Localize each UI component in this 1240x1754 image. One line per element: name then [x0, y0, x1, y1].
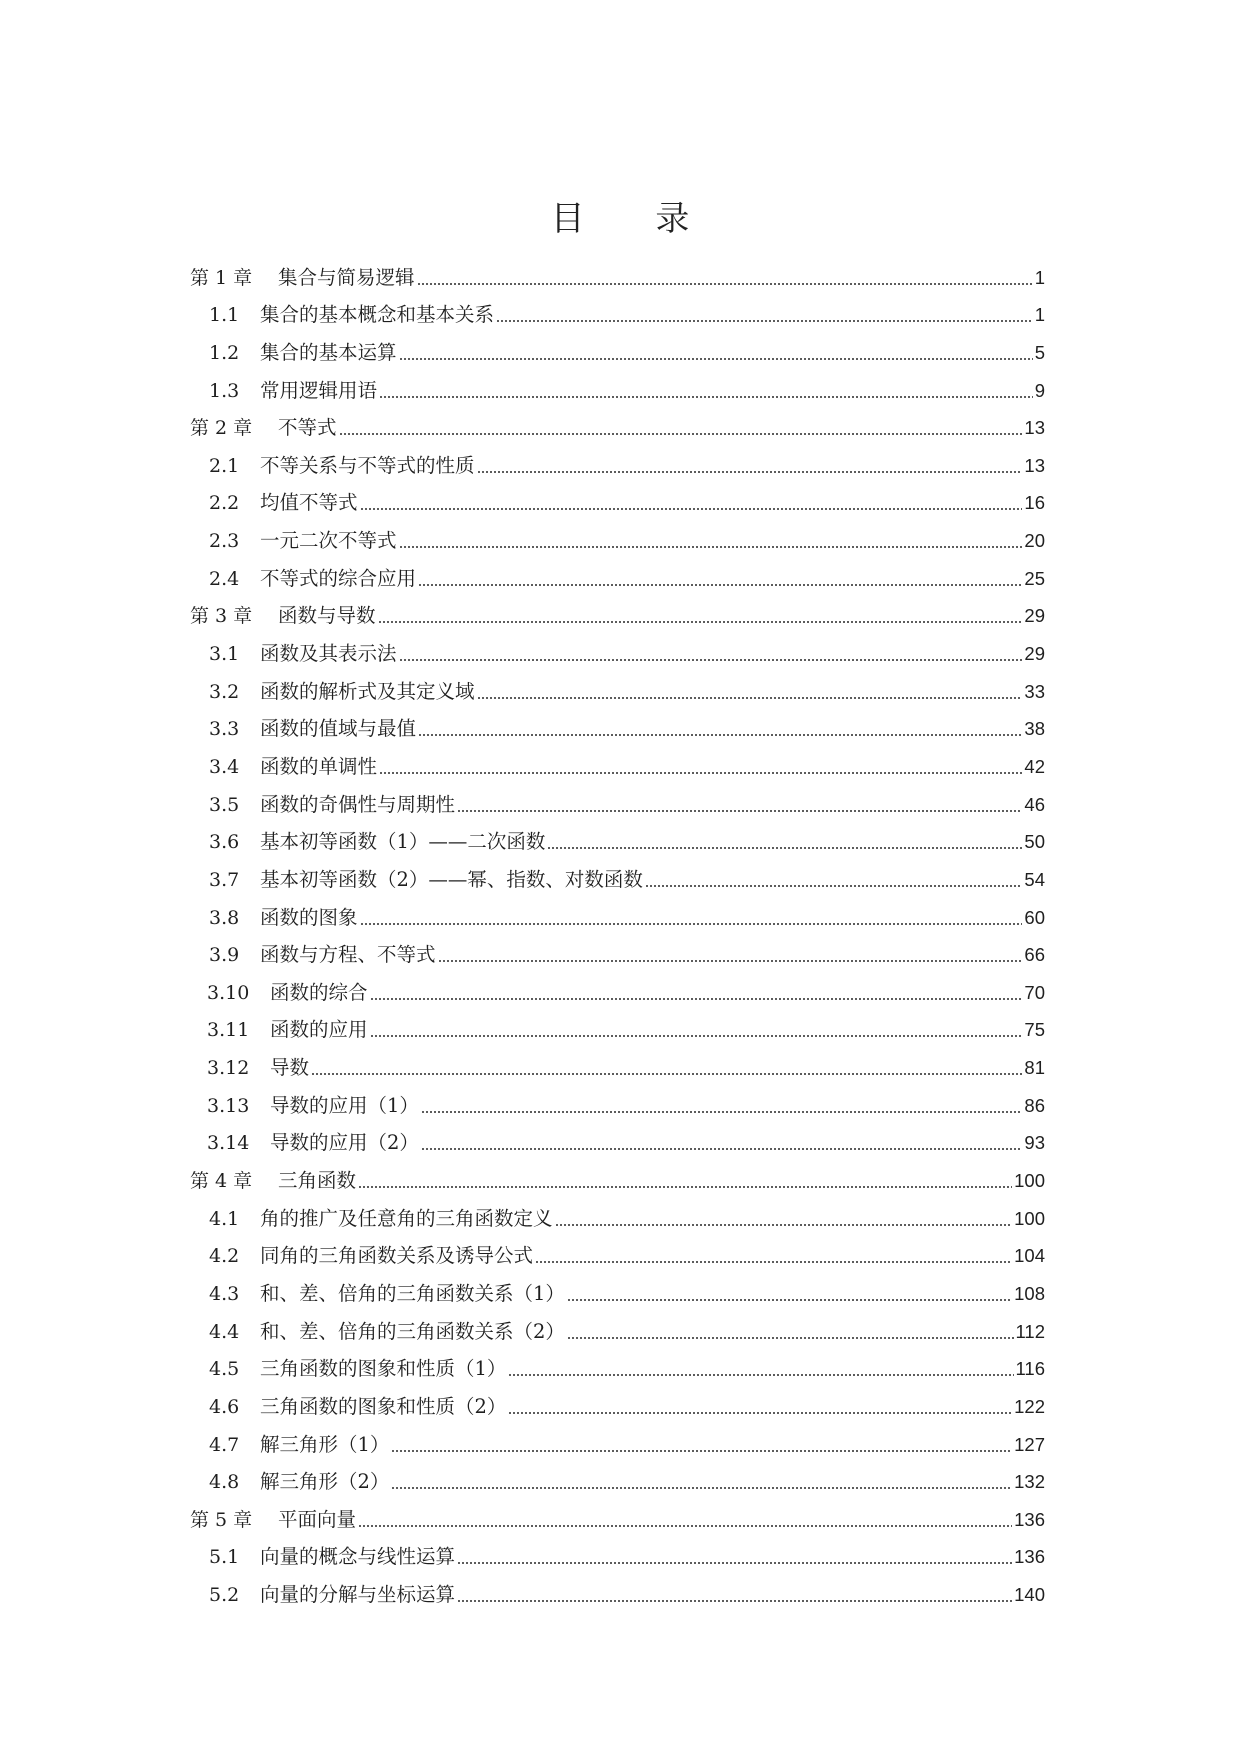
toc-page-number: 54: [1024, 868, 1045, 890]
toc-page-number: 13: [1024, 417, 1045, 439]
dot-leader: [360, 923, 1023, 925]
toc-section-row[interactable]: [0, 633, 1240, 671]
toc-page-number: 100: [1014, 1207, 1045, 1229]
toc-page-number: 25: [1024, 567, 1045, 589]
toc-entry-number: 3.7: [209, 868, 240, 891]
toc-entry-title: 常用逻辑用语: [260, 378, 378, 402]
toc-section-row[interactable]: [0, 1424, 1240, 1462]
toc-page-number: 136: [1014, 1546, 1045, 1568]
toc-section-row[interactable]: [0, 859, 1240, 897]
toc-entry-number: 3.14: [207, 1132, 250, 1155]
toc-entry-title: 一元二次不等式: [260, 529, 397, 553]
dot-leader: [477, 471, 1023, 473]
toc-entry-number: 1.2: [209, 341, 240, 364]
toc-entry-title: 和、差、倍角的三角函数关系（2）: [260, 1319, 565, 1343]
dot-leader: [378, 621, 1023, 623]
toc-entry-title: 函数的值域与最值: [260, 717, 417, 741]
toc-entry-number: 3.9: [209, 944, 240, 967]
dot-leader: [379, 772, 1022, 774]
dot-leader: [547, 847, 1022, 849]
toc-entry-title: 函数的图象: [260, 905, 358, 929]
toc-entry-number: 4.5: [209, 1358, 240, 1381]
toc-page-number: 38: [1024, 718, 1045, 740]
toc-page-number: 75: [1024, 1019, 1045, 1041]
dot-leader: [399, 659, 1023, 661]
toc-section-row[interactable]: [0, 1537, 1240, 1575]
toc-entry-title: 导数: [270, 1056, 310, 1080]
toc-entry-title: 不等式: [278, 416, 337, 440]
toc-section-row[interactable]: [0, 1198, 1240, 1236]
toc-chapter-row[interactable]: [0, 596, 1240, 634]
toc-entry-number: 3.1: [209, 643, 240, 666]
dot-leader: [421, 1148, 1023, 1150]
dot-leader: [645, 885, 1023, 887]
dot-leader: [421, 1111, 1023, 1113]
toc-entry-number: 第 5 章: [190, 1508, 253, 1531]
toc-entry-title: 函数的单调性: [260, 754, 378, 778]
toc-entry-title: 不等式的综合应用: [260, 566, 417, 590]
toc-entry-title: 基本初等函数（1）——二次函数: [260, 830, 546, 854]
toc-page-number: 42: [1024, 755, 1045, 777]
toc-page-number: 116: [1015, 1358, 1045, 1380]
toc-entry-number: 4.8: [209, 1471, 240, 1494]
toc-entry-title: 和、差、倍角的三角函数关系（1）: [260, 1281, 565, 1305]
dot-leader: [358, 1186, 1012, 1188]
toc-page-number: 136: [1014, 1508, 1045, 1530]
toc-page-number: 5: [1034, 341, 1045, 363]
dot-leader: [339, 433, 1023, 435]
toc-section-row[interactable]: [0, 483, 1240, 521]
toc-entry-title: 三角函数的图象和性质（1）: [260, 1357, 507, 1381]
toc-page-number: 29: [1024, 605, 1045, 627]
toc-entry-title: 不等关系与不等式的性质: [260, 453, 475, 477]
toc-chapter-row[interactable]: [0, 1160, 1240, 1198]
toc-page-number: 81: [1024, 1057, 1045, 1079]
toc-entry-title: 函数的解析式及其定义域: [260, 679, 475, 703]
toc-page-number: 100: [1014, 1170, 1045, 1192]
toc-entry-title: 向量的概念与线性运算: [260, 1545, 456, 1569]
toc-page-number: 104: [1014, 1245, 1045, 1267]
toc-entry-number: 3.13: [207, 1094, 250, 1117]
toc-section-row[interactable]: [0, 784, 1240, 822]
toc-chapter-row[interactable]: [0, 257, 1240, 295]
toc-section-row[interactable]: [0, 935, 1240, 973]
toc-entry-title: 函数及其表示法: [260, 642, 397, 666]
toc-entry-number: 3.6: [209, 831, 240, 854]
toc-entry-number: 3.12: [207, 1057, 250, 1080]
toc-entry-title: 均值不等式: [260, 491, 358, 515]
toc-section-row[interactable]: [0, 370, 1240, 408]
toc-entry-title: 函数的综合: [270, 980, 368, 1004]
dot-leader: [457, 810, 1022, 812]
dot-leader: [418, 734, 1022, 736]
toc-entry-number: 4.4: [209, 1320, 240, 1343]
dot-leader: [508, 1374, 1013, 1376]
toc-entry-title: 平面向量: [278, 1507, 357, 1531]
toc-entry-title: 同角的三角函数关系及诱导公式: [260, 1244, 534, 1268]
toc-entry-number: 1.3: [209, 379, 240, 402]
toc-page-number: 50: [1024, 831, 1045, 853]
toc-page-number: 60: [1024, 906, 1045, 928]
toc-entry-title: 集合与简易逻辑: [278, 265, 415, 289]
toc-section-row[interactable]: [0, 1386, 1240, 1424]
toc-section-row[interactable]: [0, 295, 1240, 333]
toc-section-row[interactable]: [0, 1010, 1240, 1048]
toc-entry-number: 2.2: [209, 492, 240, 515]
toc-page-number: 70: [1024, 981, 1045, 1003]
dot-leader: [379, 396, 1033, 398]
dot-leader: [567, 1299, 1012, 1301]
toc-entry-number: 4.7: [209, 1433, 240, 1456]
toc-section-row[interactable]: [0, 1085, 1240, 1123]
dot-leader: [567, 1337, 1014, 1339]
toc-page-number: 29: [1024, 643, 1045, 665]
toc-chapter-row[interactable]: [0, 1499, 1240, 1537]
toc-entry-title: 函数与方程、不等式: [260, 943, 436, 967]
toc-entry-number: 2.3: [209, 530, 240, 553]
toc-entry-title: 三角函数: [278, 1169, 357, 1193]
toc-page-number: 132: [1014, 1471, 1045, 1493]
toc-page-number: 1: [1034, 304, 1045, 326]
toc-entry-number: 1.1: [209, 304, 240, 327]
toc-section-row[interactable]: [0, 822, 1240, 860]
dot-leader: [391, 1450, 1012, 1452]
toc-entry-title: 向量的分解与坐标运算: [260, 1583, 456, 1607]
dot-leader: [391, 1487, 1012, 1489]
toc-entry-number: 2.1: [209, 454, 240, 477]
toc-entry-number: 3.3: [209, 718, 240, 741]
toc-page-number: 122: [1014, 1395, 1045, 1417]
toc-page-number: 46: [1024, 793, 1045, 815]
toc-section-row[interactable]: [0, 1311, 1240, 1349]
dot-leader: [399, 358, 1033, 360]
toc-section-row[interactable]: [0, 558, 1240, 596]
toc-section-row[interactable]: [0, 1047, 1240, 1085]
toc-entry-title: 函数的应用: [270, 1018, 368, 1042]
toc-entry-title: 基本初等函数（2）——幂、指数、对数函数: [260, 867, 643, 891]
toc-entry-number: 2.4: [209, 567, 240, 590]
toc-entry-title: 导数的应用（2）: [270, 1131, 419, 1155]
toc-section-row[interactable]: [0, 1273, 1240, 1311]
toc-page-number: 127: [1014, 1433, 1045, 1455]
toc-section-row[interactable]: [0, 671, 1240, 709]
toc-page-number: 1: [1034, 266, 1045, 288]
toc-page-number: 33: [1024, 680, 1045, 702]
toc-entry-number: 3.10: [207, 981, 250, 1004]
toc-entry-title: 函数的奇偶性与周期性: [260, 792, 456, 816]
toc-page-number: 16: [1024, 492, 1045, 514]
dot-leader: [399, 546, 1023, 548]
toc-page-number: 140: [1014, 1584, 1045, 1606]
toc-section-row[interactable]: [0, 709, 1240, 747]
dot-leader: [535, 1261, 1012, 1263]
toc-page-number: 112: [1015, 1320, 1045, 1342]
dot-leader: [438, 960, 1023, 962]
dot-leader: [418, 584, 1022, 586]
toc-page-number: 66: [1024, 944, 1045, 966]
dot-leader: [555, 1224, 1013, 1226]
toc-section-row[interactable]: [0, 1574, 1240, 1612]
toc-section-row[interactable]: [0, 1462, 1240, 1500]
toc-section-row[interactable]: [0, 520, 1240, 558]
toc-entry-title: 角的推广及任意角的三角函数定义: [260, 1206, 553, 1230]
toc-entry-number: 4.6: [209, 1395, 240, 1418]
toc-entry-number: 5.1: [209, 1546, 240, 1569]
toc-entry-number: 3.11: [207, 1019, 250, 1042]
toc-entry-title: 三角函数的图象和性质（2）: [260, 1394, 507, 1418]
toc-page-number: 13: [1024, 454, 1045, 476]
toc-entry-number: 3.5: [209, 793, 240, 816]
toc-page-number: 20: [1024, 530, 1045, 552]
toc-entry-title: 导数的应用（1）: [270, 1093, 419, 1117]
table-of-contents: [0, 257, 1240, 1612]
dot-leader: [358, 1525, 1012, 1527]
toc-section-row[interactable]: [0, 332, 1240, 370]
toc-page-number: 93: [1024, 1132, 1045, 1154]
toc-entry-number: 3.8: [209, 906, 240, 929]
dot-leader: [457, 1600, 1012, 1602]
dot-leader: [496, 320, 1033, 322]
toc-section-row[interactable]: [0, 1349, 1240, 1387]
toc-entry-number: 4.1: [209, 1207, 240, 1230]
toc-entry-number: 4.2: [209, 1245, 240, 1268]
toc-entry-number: 第 1 章: [190, 266, 253, 289]
toc-entry-title: 集合的基本概念和基本关系: [260, 303, 495, 327]
dot-leader: [370, 998, 1023, 1000]
dot-leader: [477, 697, 1023, 699]
toc-section-row[interactable]: [0, 1123, 1240, 1161]
toc-section-row[interactable]: [0, 746, 1240, 784]
toc-section-row[interactable]: [0, 445, 1240, 483]
toc-page-number: 108: [1014, 1282, 1045, 1304]
page-title: 目 录: [550, 198, 720, 239]
toc-chapter-row[interactable]: [0, 408, 1240, 446]
toc-entry-title: 解三角形（2）: [260, 1470, 390, 1494]
toc-entry-number: 第 2 章: [190, 417, 253, 440]
toc-entry-title: 集合的基本运算: [260, 340, 397, 364]
toc-section-row[interactable]: [0, 1236, 1240, 1274]
toc-page-number: 86: [1024, 1094, 1045, 1116]
dot-leader: [311, 1073, 1022, 1075]
toc-entry-title: 解三角形（1）: [260, 1432, 390, 1456]
toc-entry-number: 5.2: [209, 1584, 240, 1607]
toc-entry-number: 4.3: [209, 1282, 240, 1305]
dot-leader: [508, 1412, 1012, 1414]
toc-page-number: 9: [1034, 379, 1045, 401]
dot-leader: [417, 283, 1033, 285]
toc-entry-number: 3.4: [209, 755, 240, 778]
toc-section-row[interactable]: [0, 897, 1240, 935]
toc-entry-number: 第 4 章: [190, 1170, 253, 1193]
toc-entry-number: 3.2: [209, 680, 240, 703]
dot-leader: [457, 1562, 1012, 1564]
dot-leader: [360, 508, 1023, 510]
toc-entry-title: 函数与导数: [278, 604, 376, 628]
toc-section-row[interactable]: [0, 972, 1240, 1010]
dot-leader: [370, 1035, 1023, 1037]
toc-entry-number: 第 3 章: [190, 605, 253, 628]
